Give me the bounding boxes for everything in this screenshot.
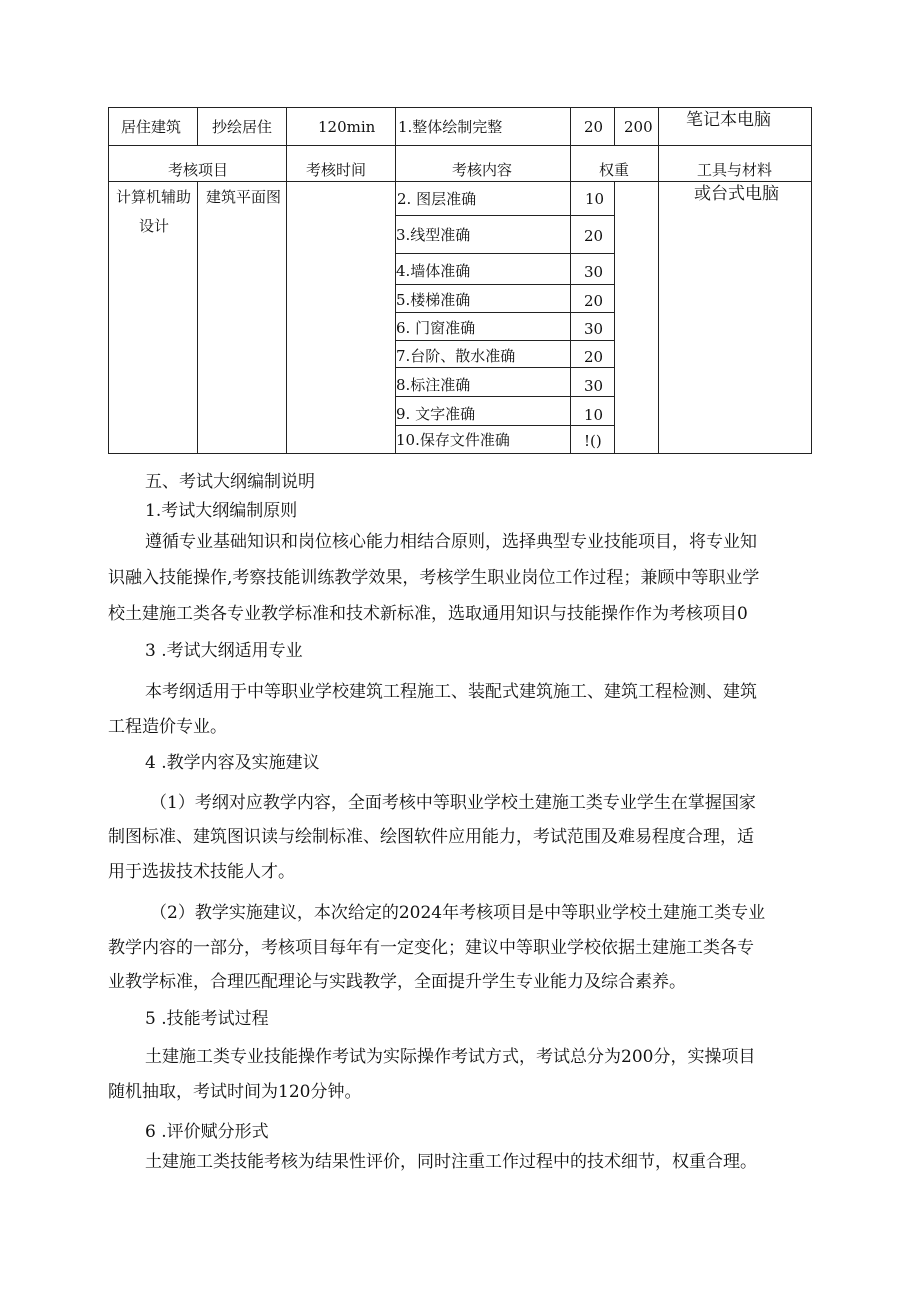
paragraph-line: （2）教学实施建议，本次给定的2024年考核项目是中等职业学校土建施工类专业 [150, 903, 766, 923]
paragraph-line: （1）考纲对应教学内容，全面考核中等职业学校土建施工类专业学生在掌握国家 [150, 793, 756, 813]
row-weight: 10 [585, 190, 605, 208]
table-border-right [811, 107, 812, 454]
row-content: 9. 文字准确 [396, 405, 476, 423]
cell-item: 抄绘居住 [212, 118, 273, 136]
paragraph-line: 遵循专业基础知识和岗位核心能力相结合原则，选择典型专业技能项目，将专业知 [145, 532, 757, 552]
paragraph-line: 业教学标准，合理匹配理论与实践教学，全面提升学生专业能力及综合素养。 [108, 972, 686, 992]
row-weight: 30 [584, 263, 604, 281]
table-divider [658, 107, 659, 454]
paragraph-line: 识融入技能操作,考察技能训练教学效果，考核学生职业岗位工作过程；兼顾中等职业学 [108, 568, 760, 588]
block-project-line1: 计算机辅助 [116, 188, 192, 206]
row-content: 7.台阶、散水准确 [396, 347, 516, 365]
block-tools: 或台式电脑 [694, 184, 779, 204]
table-divider [395, 425, 614, 426]
cell-weight: 20 [584, 118, 604, 136]
subsection-title: 6 .评价赋分形式 [145, 1122, 269, 1142]
table-divider [570, 107, 571, 454]
table-divider [395, 396, 614, 397]
table-divider [197, 107, 198, 146]
table-divider [395, 107, 396, 454]
cell-content: 1.整体绘制完整 [398, 118, 503, 136]
subsection-title: 4 .教学内容及实施建议 [145, 753, 320, 773]
row-content: 8.标注准确 [396, 376, 471, 394]
table-divider [108, 181, 812, 182]
block-project-line2: 设计 [139, 217, 170, 235]
paragraph-line: 教学内容的一部分，考核项目每年有一定变化；建议中等职业学校依据土建施工类各专 [108, 938, 754, 958]
row-weight: 20 [584, 227, 604, 245]
table-divider [395, 215, 614, 216]
paragraph-line: 土建施工类专业技能操作考试为实际操作考试方式，考试总分为200分，实操项目 [145, 1047, 756, 1067]
header-time: 考核时间 [306, 161, 367, 179]
table-divider [395, 367, 614, 368]
table-border-bottom [108, 453, 812, 454]
table-border-top [108, 107, 812, 108]
paragraph-line: 随机抽取，考试时间为120分钟。 [108, 1082, 362, 1102]
subsection-title: 3 .考试大纲适用专业 [145, 641, 303, 661]
row-content: 6. 门窗准确 [396, 319, 476, 337]
row-weight: 10 [584, 406, 604, 424]
table-divider [614, 107, 615, 146]
paragraph-line: 制图标准、建筑图识读与绘制标准、绘图软件应用能力，考试范围及难易程度合理，适 [108, 827, 754, 847]
row-content: 2. 图层准确 [397, 190, 477, 208]
table-divider [395, 253, 614, 254]
subsection-title: 1.考试大纲编制原则 [145, 501, 298, 521]
table-divider [197, 181, 198, 454]
row-weight: 20 [584, 292, 604, 310]
row-weight: 30 [584, 377, 604, 395]
table-divider [395, 312, 614, 313]
block-item: 建筑平面图 [206, 188, 282, 206]
header-content: 考核内容 [452, 161, 513, 179]
cell-time: 120min [318, 118, 376, 136]
table-divider [395, 284, 614, 285]
row-weight: 30 [584, 320, 604, 338]
paragraph-line: 土建施工类技能考核为结果性评价，同时注重工作过程中的技术细节，权重合理。 [145, 1152, 757, 1172]
paragraph-line: 本考纲适用于中等职业学校建筑工程施工、装配式建筑施工、建筑工程检测、建筑 [145, 682, 757, 702]
subsection-title: 5 .技能考试过程 [145, 1009, 269, 1029]
row-weight: !() [584, 432, 602, 450]
row-content: 5.楼梯准确 [396, 291, 471, 309]
table-divider [108, 145, 812, 146]
row-weight: 20 [584, 348, 604, 366]
header-tools: 工具与材料 [697, 161, 773, 179]
table-divider [614, 181, 615, 454]
header-project: 考核项目 [168, 161, 229, 179]
table-border-left [108, 107, 109, 454]
paragraph-line: 校土建施工类各专业教学标准和技术新标准，选取通用知识与技能操作作为考核项目0 [108, 604, 748, 624]
section-title: 五、考试大纲编制说明 [145, 472, 315, 492]
paragraph-line: 工程造价专业。 [108, 717, 227, 737]
header-weight: 权重 [599, 161, 630, 179]
row-content: 4.墙体准确 [396, 262, 471, 280]
cell-total: 200 [624, 118, 653, 136]
cell-tools: 笔记本电脑 [686, 110, 771, 130]
row-content: 3.线型准确 [396, 226, 471, 244]
cell-project: 居住建筑 [121, 118, 182, 136]
table-divider [286, 107, 287, 454]
paragraph-line: 用于选拔技术技能人才。 [108, 862, 295, 882]
table-divider [395, 340, 614, 341]
row-content: 10.保存文件准确 [396, 431, 510, 449]
